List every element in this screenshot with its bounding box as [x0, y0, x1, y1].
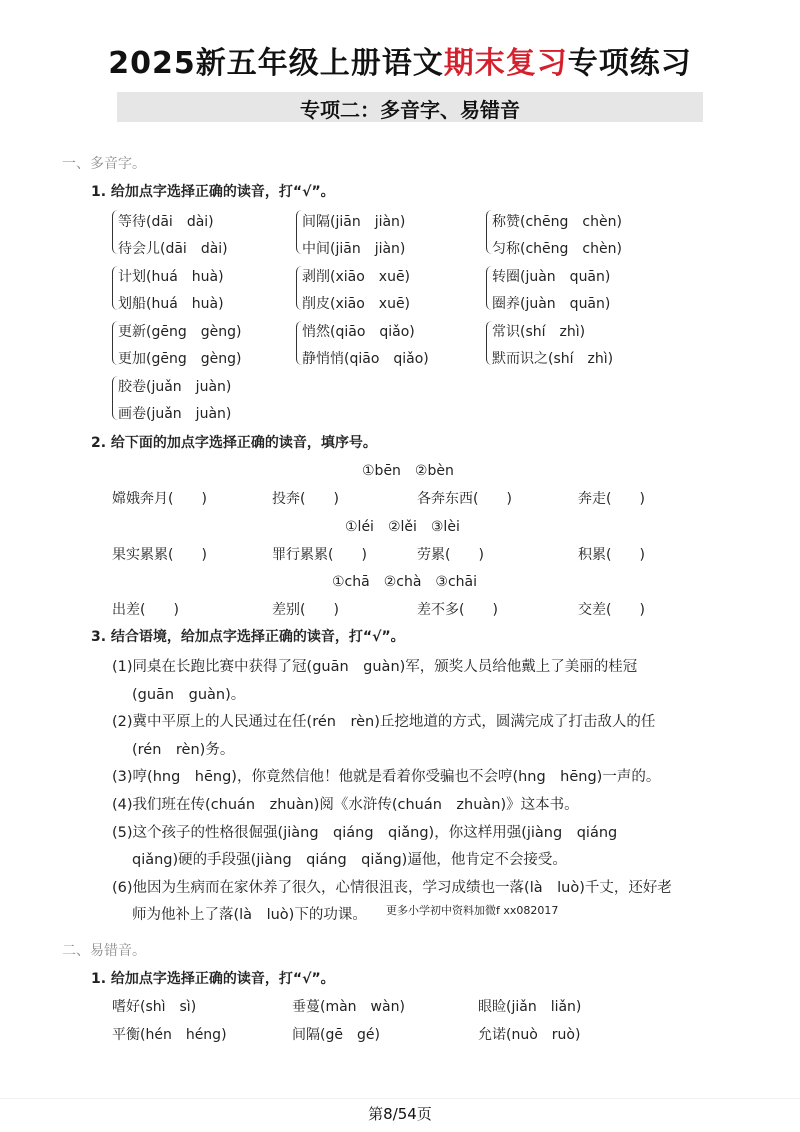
section-heading-1: 一、多音字。 [62, 156, 146, 172]
pinyin-item: 胶卷(juǎn juàn) [118, 379, 232, 395]
promo-note: 更多小学初中资料加微f xx082017 [386, 904, 559, 917]
pinyin-item: 间隔(gē gé) [292, 1027, 380, 1043]
pinyin-item: 转圈(juàn quān) [492, 269, 611, 285]
pinyin-item: 更新(gēng gèng) [118, 324, 242, 340]
fill-item: 罪行累累( ) [272, 547, 367, 563]
pinyin-item: 中间(jiān jiàn) [302, 241, 406, 257]
pinyin-item: 垂蔓(màn wàn) [292, 999, 405, 1015]
sentence-line: (6)他因为生病而在家休养了很久，心情很沮丧，学习成绩也一落(là luò)千丈，还好老 [112, 880, 672, 896]
sentence-line: (1)同桌在长跑比赛中获得了冠(guān guàn)军，颁奖人员给他戴上了美丽的桂冠 [112, 659, 638, 675]
section2-question-1-prompt: 1. 给加点字选择正确的读音，打“√”。 [91, 971, 335, 987]
pinyin-options: ①bēn ②bèn [362, 463, 454, 479]
pinyin-item: 待会儿(dāi dài) [118, 241, 228, 257]
title-part-a: 2025新五年级上册语文 [108, 46, 444, 81]
title-highlight: 期末复习 [443, 46, 568, 81]
pinyin-item: 默而识之(shí zhì) [492, 351, 614, 367]
pinyin-item: 允诺(nuò ruò) [478, 1027, 581, 1043]
sentence-line: (4)我们班在传(chuán zhuàn)阅《水浒传(chuán zhuàn)》这本书。 [112, 797, 579, 813]
fill-item: 差别( ) [272, 602, 339, 618]
question-2-prompt: 2. 给下面的加点字选择正确的读音，填序号。 [91, 435, 377, 451]
pinyin-item: 圈养(juàn quān) [492, 296, 611, 312]
fill-item: 差不多( ) [417, 602, 498, 618]
pinyin-item: 削皮(xiāo xuē) [302, 296, 411, 312]
fill-item: 积累( ) [578, 547, 645, 563]
sentence-line: (rén rèn)务。 [132, 742, 235, 758]
pinyin-item: 常识(shí zhì) [492, 324, 586, 340]
footer-divider [0, 1098, 800, 1099]
pinyin-item: 等待(dāi dài) [118, 214, 214, 230]
sentence-line: (guān guàn)。 [132, 687, 246, 703]
page-title [0, 38, 800, 82]
pinyin-item: 悄然(qiāo qiǎo) [302, 324, 415, 340]
fill-item: 劳累( ) [417, 547, 484, 563]
subtitle: 专项二：多音字、易错音 [300, 98, 520, 122]
pinyin-item: 画卷(juǎn juàn) [118, 406, 232, 422]
sentence-line: (3)哼(hng hēng)，你竟然信他！他就是看着你受骗也不会哼(hng hēng)一声的。 [112, 769, 661, 785]
pinyin-item: 更加(gēng gèng) [118, 351, 242, 367]
fill-item: 奔走( ) [578, 491, 645, 507]
sentence-line: (5)这个孩子的性格很倔强(jiàng qiáng qiǎng)，你这样用强(jiàng qiáng [112, 825, 618, 841]
fill-item: 各奔东西( ) [417, 491, 512, 507]
question-1-prompt: 1. 给加点字选择正确的读音，打“√”。 [91, 184, 335, 200]
pinyin-item: 眼睑(jiǎn liǎn) [478, 999, 582, 1015]
sentence-line: qiǎng)硬的手段强(jiàng qiáng qiǎng)逼他，他肯定不会接受。 [132, 852, 567, 868]
pinyin-item: 平衡(hén héng) [112, 1027, 227, 1043]
pinyin-options: ①léi ②lěi ③lèi [345, 519, 460, 535]
pinyin-item: 称赞(chēng chèn) [492, 214, 622, 230]
page-number: 第8/54页 [368, 1105, 432, 1123]
pinyin-item: 划船(huá huà) [118, 296, 224, 312]
fill-item: 出差( ) [112, 602, 179, 618]
fill-item: 交差( ) [578, 602, 645, 618]
fill-item: 投奔( ) [272, 491, 339, 507]
pinyin-item: 间隔(jiān jiàn) [302, 214, 406, 230]
pinyin-item: 嗜好(shì sì) [112, 999, 197, 1015]
sentence-line: 师为他补上了落(là luò)下的功课。 [132, 907, 367, 923]
section-heading-2: 二、易错音。 [62, 943, 146, 959]
question-3-prompt: 3. 结合语境，给加点字选择正确的读音，打“√”。 [91, 629, 405, 645]
sentence-line: (2)冀中平原上的人民通过在任(rén rèn)丘挖地道的方式，圆满完成了打击敌人的任 [112, 714, 656, 730]
pinyin-item: 剥削(xiāo xuē) [302, 269, 411, 285]
fill-item: 果实累累( ) [112, 547, 207, 563]
title-part-c: 专项练习 [567, 46, 692, 81]
fill-item: 嫦娥奔月( ) [112, 491, 207, 507]
pinyin-options: ①chā ②chà ③chāi [332, 574, 477, 590]
pinyin-item: 匀称(chēng chèn) [492, 241, 622, 257]
pinyin-item: 计划(huá huà) [118, 269, 224, 285]
pinyin-item: 静悄悄(qiāo qiǎo) [302, 351, 429, 367]
